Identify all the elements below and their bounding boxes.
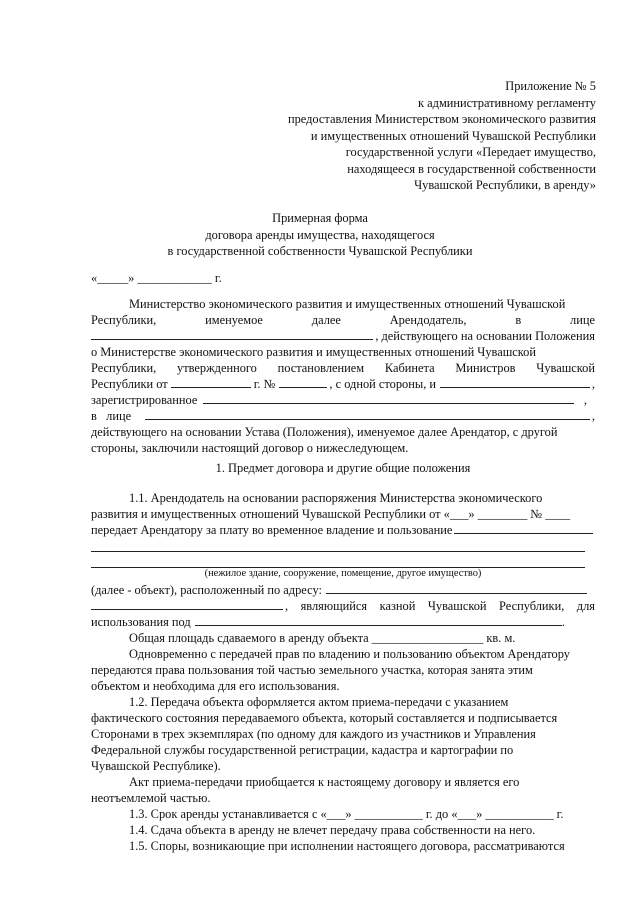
text: , являющийся казной Чувашской Республики, для <box>285 599 595 613</box>
word: постановлением <box>277 361 365 375</box>
clause-line: Общая площадь сдаваемого в аренду объекта __________________ кв. м. <box>129 631 516 645</box>
contract-date-line: «_____» ____________ г. <box>91 271 222 285</box>
word: Министров <box>455 361 516 375</box>
blank-line[interactable] <box>91 554 595 570</box>
clause-line: Сторонами в трех экземплярах (по одному для каждого из участников и Управления <box>91 727 536 741</box>
appendix-line: предоставления Министерством экономического развития <box>287 112 596 126</box>
clause-line <box>91 522 595 538</box>
blank-field[interactable] <box>279 376 327 388</box>
section-title: 1. Предмет договора и другие общие положения <box>215 461 471 475</box>
clause-line: развития и имущественных отношений Чувашской Республики от «___» ________ № ____ <box>91 507 571 521</box>
text: в лице <box>91 409 132 423</box>
clause-line: Чувашской Республике). <box>91 759 221 773</box>
clause-line <box>91 598 595 614</box>
text: Республики от <box>91 377 168 391</box>
blank-field[interactable] <box>326 582 587 594</box>
form-title <box>0 210 640 260</box>
appendix-header <box>288 78 596 194</box>
text: . <box>561 615 565 629</box>
preamble-line: о Министерстве экономического развития и имущественных отношений Чувашской <box>91 345 536 359</box>
field-caption: (нежилое здание, сооружение, помещение, другое имущество) <box>204 568 482 579</box>
text: г. № <box>253 377 276 391</box>
appendix-line: государственной услуги «Передает имущество, <box>345 145 596 159</box>
blank-field[interactable] <box>203 392 574 404</box>
preamble-line <box>91 408 595 424</box>
word: лице <box>570 313 595 327</box>
form-title-line: договора аренды имущества, находящегося <box>205 227 435 242</box>
word: в <box>515 313 522 327</box>
preamble-line <box>91 328 595 344</box>
clause-line: объектом и необходима для его использования. <box>91 679 340 693</box>
text: , <box>583 393 587 407</box>
clause-line: неотъемлемой частью. <box>91 791 211 805</box>
clause-line: 1.3. Срок аренды устанавливается с «___» ___________ г. до «___» ___________ г. <box>129 807 564 821</box>
clause-line: 1.2. Передача объекта оформляется актом приема-передачи с указанием <box>129 695 509 709</box>
word: Кабинета <box>384 361 435 375</box>
word: далее <box>311 313 341 327</box>
preamble-line <box>91 376 595 392</box>
blank-line[interactable] <box>91 538 595 554</box>
blank-field[interactable] <box>145 408 590 420</box>
preamble <box>91 296 595 456</box>
appendix-line: Чувашской Республики, в аренду» <box>414 178 596 192</box>
preamble-line: действующего на основании Устава (Положения), именуемое далее Арендатор, с другой <box>91 425 558 439</box>
clause-line: 1.5. Споры, возникающие при исполнении настоящего договора, рассматриваются <box>129 839 565 853</box>
preamble-line: Министерство экономического развития и имущественных отношений Чувашской <box>129 297 566 311</box>
word: Арендодатель, <box>389 313 467 327</box>
blank-field[interactable] <box>91 598 283 610</box>
word: Чувашской <box>536 361 595 375</box>
text: передает Арендатору за плату во временное владение и пользование <box>91 523 453 537</box>
text: , <box>591 377 595 391</box>
clause-line: фактического состояния передаваемого объекта, который составляется и подписывается <box>91 711 558 725</box>
clause-line <box>91 614 595 630</box>
preamble-line <box>91 392 595 408</box>
blank-field[interactable] <box>195 614 562 626</box>
clause-line: передаются права пользования той частью земельного участка, которая занята этим <box>91 663 533 677</box>
blank-field[interactable] <box>440 376 590 388</box>
clause-line: Акт приема-передачи приобщается к настоящему договору и является его <box>129 775 520 789</box>
text: , <box>591 409 595 423</box>
text: , с одной стороны, и <box>329 377 437 391</box>
blank-field[interactable] <box>91 328 373 340</box>
form-title-line: в государственной собственности Чувашской Республики <box>167 244 473 258</box>
appendix-line: к административному регламенту <box>418 95 596 110</box>
clause-line: Одновременно с передачей прав по владению и пользованию объектом Арендатору <box>129 647 570 661</box>
word: Республики, <box>91 361 157 375</box>
blank-field[interactable] <box>454 522 593 534</box>
preamble-line: стороны, заключили настоящий договор о нижеследующем. <box>91 441 409 455</box>
clause-line: Федеральной службы государственной регистрации, кадастра и картографии по <box>91 743 514 757</box>
clause-1-1 <box>91 490 595 854</box>
clause-line: 1.1. Арендодатель на основании распоряжения Министерства экономического <box>129 491 543 505</box>
word: Республики, <box>91 313 157 327</box>
appendix-line: находящееся в государственной собственности <box>347 161 596 176</box>
clause-line <box>91 582 595 598</box>
appendix-line: и имущественных отношений Чувашской Республики <box>310 128 596 143</box>
text: использования под <box>91 615 191 629</box>
blank-field[interactable] <box>171 376 251 388</box>
preamble-line <box>91 360 595 376</box>
appendix-line: Приложение № 5 <box>505 79 596 93</box>
text: зарегистрированное <box>91 393 198 407</box>
section-1 <box>91 460 595 476</box>
clause-line: 1.4. Сдача объекта в аренду не влечет передачу права собственности на него. <box>129 823 536 837</box>
text: (далее - объект), расположенный по адресу: <box>91 583 322 597</box>
text: , действующего на основании Положения <box>375 329 595 343</box>
form-title-line: Примерная форма <box>272 211 368 225</box>
preamble-line <box>91 312 595 328</box>
word: именуемое <box>205 313 263 327</box>
word: утвержденного <box>177 361 257 375</box>
